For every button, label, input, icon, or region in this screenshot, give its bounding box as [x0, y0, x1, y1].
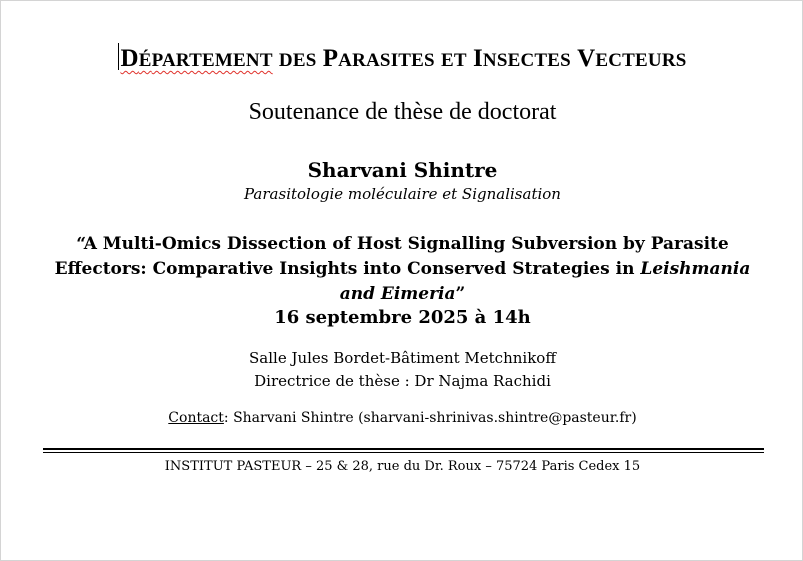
thesis-title-line-3	[41, 282, 764, 307]
thesis-title-close-quote: ”	[455, 284, 466, 304]
department-heading	[1, 43, 803, 73]
dept-word-arasites: ARASITES	[338, 50, 435, 71]
thesis-title-line-1: “A Multi-Omics Dissection of Host Signalling Subversion by Parasite	[76, 234, 729, 254]
candidate-lab: Parasitologie moléculaire et Signalisation	[244, 185, 561, 203]
thesis-title	[41, 232, 764, 307]
defense-date: 16 septembre 2025 à 14h	[274, 307, 531, 328]
thesis-title-line-2-text: Effectors: Comparative Insights into Conserved Strategies in	[54, 259, 641, 279]
contact-separator: :	[223, 410, 229, 426]
dept-letter-v: V	[577, 45, 596, 72]
dept-word-partement: PARTEMENT	[151, 50, 273, 71]
candidate-name: Sharvani Shintre	[307, 158, 498, 182]
dept-word-ecteurs: ECTEURS	[595, 50, 687, 71]
dept-word-nsectes: NSECTES	[482, 50, 571, 71]
contact-label: Contact	[168, 410, 224, 426]
defense-room: Salle Jules Bordet-Bâtiment Metchnikoff	[249, 349, 556, 367]
contact-line	[1, 410, 803, 426]
institution-footer: INSTITUT PASTEUR – 25 & 28, rue du Dr. Roux – 75724 Paris Cedex 15	[164, 459, 641, 474]
dept-word-des: DES	[278, 50, 317, 71]
spellcheck-word[interactable]	[120, 46, 272, 72]
contact-value: Sharvani Shintre (sharvani-shrinivas.shintre@pasteur.fr)	[228, 410, 637, 426]
dept-letter-e: É	[138, 50, 152, 71]
footer-divider-thin	[43, 452, 764, 453]
thesis-title-leishmania: Leishmania	[640, 259, 751, 279]
dept-word-et: ET	[441, 50, 467, 71]
thesis-director: Directrice de thèse : Dr Najma Rachidi	[254, 372, 551, 390]
event-subtitle: Soutenance de thèse de doctorat	[248, 99, 557, 125]
thesis-title-eimeria: and Eimeria	[339, 284, 456, 304]
dept-letter-i: I	[472, 45, 483, 72]
dept-letter-p: P	[322, 45, 339, 72]
dept-letter-d: D	[120, 45, 139, 72]
footer-divider-thick	[43, 448, 764, 450]
thesis-title-line-2	[41, 257, 764, 282]
